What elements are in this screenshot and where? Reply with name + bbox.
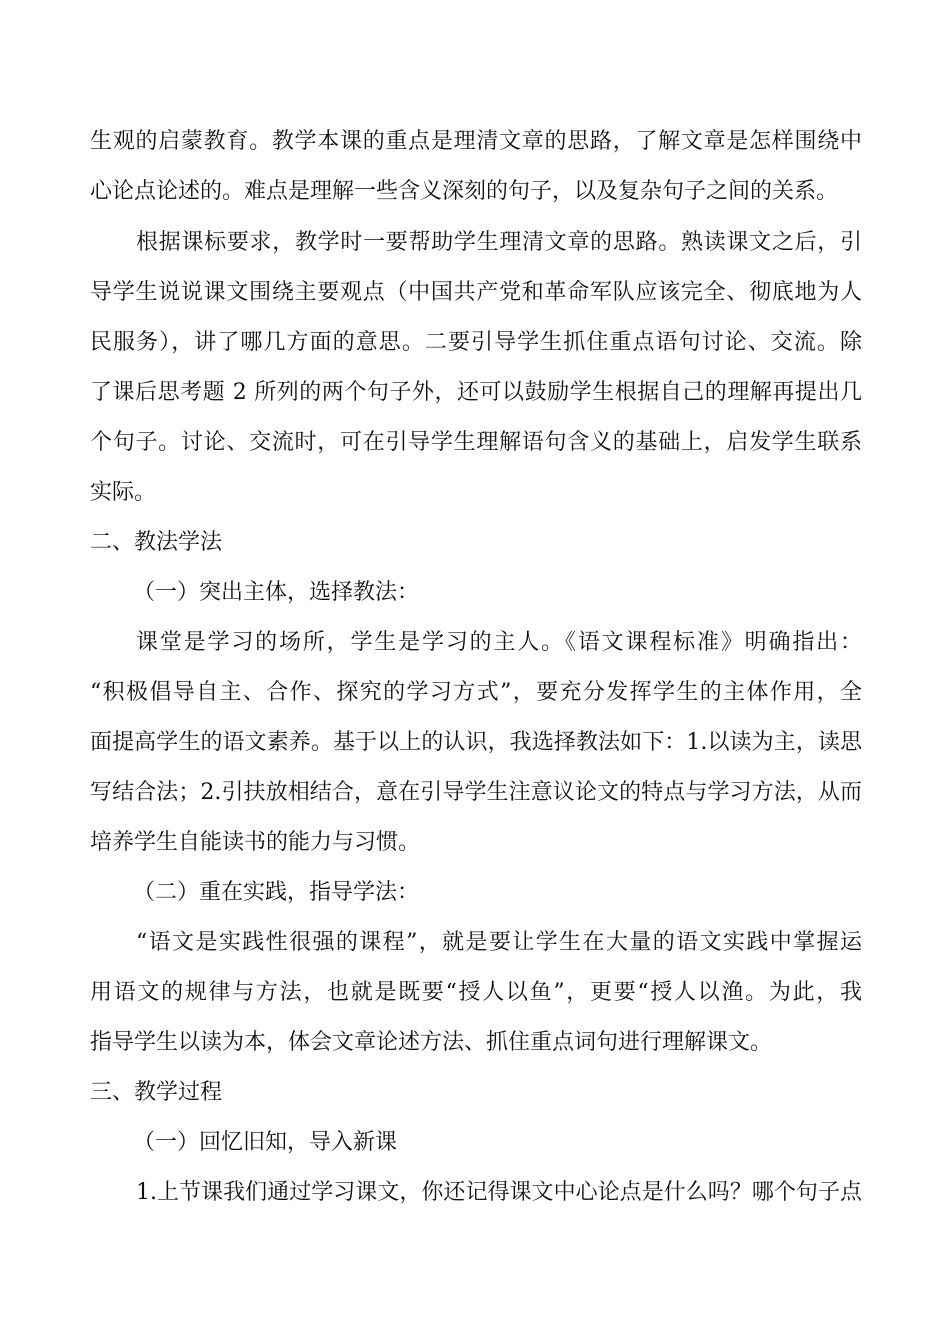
section-heading: 二、教法学法: [90, 530, 223, 555]
text-line: 生观的启蒙教育。教学本课的重点是理清文章的思路，了解文章是怎样围绕中: [90, 129, 862, 154]
subsection-heading: （一）回忆旧知，导入新课: [133, 1130, 398, 1155]
text-line: 面提高学生的语文素养。基于以上的认识，我选择教法如下：1.以读为主，读思: [90, 730, 862, 755]
text-line: 心论点论述的。难点是理解一些含义深刻的句子，以及复杂句子之间的关系。: [90, 179, 839, 204]
text-line: 培养学生自能读书的能力与习惯。: [90, 830, 421, 855]
text-line: 1.上节课我们通过学习课文，你还记得课文中心论点是什么吗？哪个句子点: [136, 1180, 862, 1205]
text-line: 导学生说说课文围绕主要观点（中国共产党和革命军队应该完全、彻底地为人: [90, 280, 862, 305]
text-line: 了课后思考题 2 所列的两个句子外，还可以鼓励学生根据自己的理解再提出几: [90, 380, 862, 405]
text-line: “语文是实践性很强的课程”，就是要让学生在大量的语文实践中掌握运: [136, 930, 862, 955]
subsection-heading: （一）突出主体，选择教法：: [133, 580, 420, 605]
text-line: 民服务），讲了哪几方面的意思。二要引导学生抓住重点语句讨论、交流。除: [90, 330, 862, 355]
section-heading: 三、教学过程: [90, 1080, 223, 1105]
text-line: 课堂是学习的场所，学生是学习的主人。《语文课程标准》明确指出：: [136, 630, 862, 655]
subsection-heading: （二）重在实践，指导学法：: [133, 880, 420, 905]
text-line: 实际。: [90, 480, 157, 505]
text-line: “积极倡导自主、合作、探究的学习方式”，要充分发挥学生的主体作用，全: [90, 680, 862, 705]
text-line: 根据课标要求，教学时一要帮助学生理清文章的思路。熟读课文之后，引: [136, 230, 862, 255]
text-line: 个句子。讨论、交流时，可在引导学生理解语句含义的基础上，启发学生联系: [90, 430, 862, 455]
text-line: 指导学生以读为本，体会文章论述方法、抓住重点词句进行理解课文。: [90, 1030, 773, 1055]
text-line: 用语文的规律与方法，也就是既要“授人以鱼”，更要“授人以渔。为此，我: [90, 980, 862, 1005]
text-line: 写结合法；2.引扶放相结合，意在引导学生注意议论文的特点与学习方法，从而: [90, 780, 862, 805]
